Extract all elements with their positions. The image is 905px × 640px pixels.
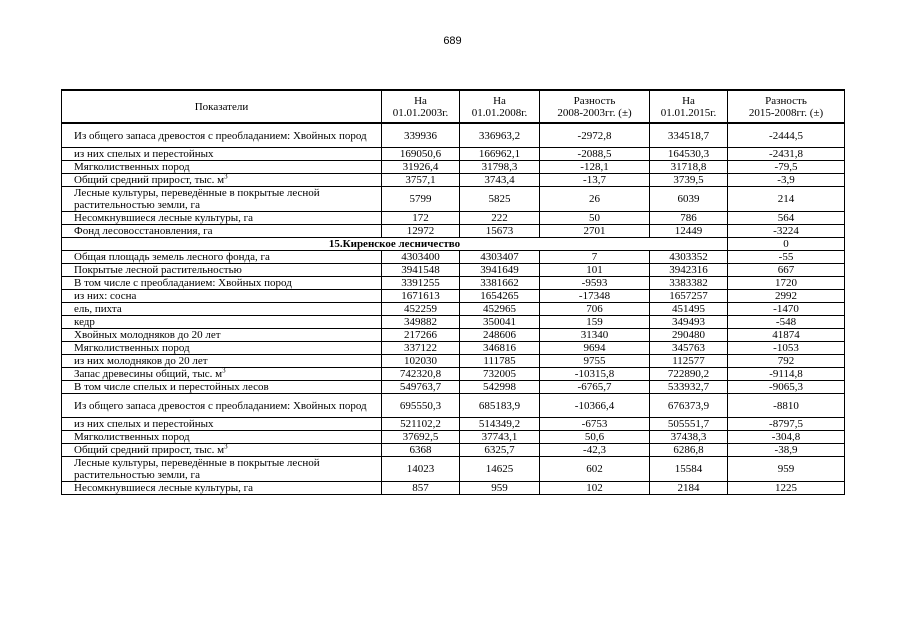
row-value: 102 xyxy=(540,482,650,495)
row-value: 339936 xyxy=(382,123,460,148)
row-value: 14625 xyxy=(460,457,540,482)
row-label: из них спелых и перестойных xyxy=(62,148,382,161)
row-value: 31926,4 xyxy=(382,161,460,174)
row-value: 37692,5 xyxy=(382,431,460,444)
row-value: 101 xyxy=(540,264,650,277)
row-value: 564 xyxy=(728,212,845,225)
row-value: 3743,4 xyxy=(460,174,540,187)
table-row xyxy=(62,444,845,457)
table-row xyxy=(62,394,845,418)
row-value: -79,5 xyxy=(728,161,845,174)
table-row xyxy=(62,342,845,355)
row-label: из них молодняков до 20 лет xyxy=(62,355,382,368)
table-row xyxy=(62,457,845,482)
table-row xyxy=(62,316,845,329)
row-value: -1470 xyxy=(728,303,845,316)
row-label: Фонд лесовосстановления, га xyxy=(62,225,382,238)
row-value: 1225 xyxy=(728,482,845,495)
row-value: -304,8 xyxy=(728,431,845,444)
row-label: Хвойных молодняков до 20 лет xyxy=(62,329,382,342)
row-value: 1671613 xyxy=(382,290,460,303)
row-value: 6368 xyxy=(382,444,460,457)
row-value: 1657257 xyxy=(650,290,728,303)
row-label: Общий средний прирост, тыс. $м^3$ xyxy=(62,174,382,187)
row-value: -548 xyxy=(728,316,845,329)
row-value: 706 xyxy=(540,303,650,316)
row-value: 6325,7 xyxy=(460,444,540,457)
row-value: 31340 xyxy=(540,329,650,342)
row-value: -2088,5 xyxy=(540,148,650,161)
row-value: 164530,3 xyxy=(650,148,728,161)
row-value: 166962,1 xyxy=(460,148,540,161)
row-value: 111785 xyxy=(460,355,540,368)
row-label: Лесные культуры, переведённые в покрытые лесной растительностью земли, га xyxy=(62,187,382,212)
table-row xyxy=(62,187,845,212)
row-value: 7 xyxy=(540,251,650,264)
header-diff-2008-2003: Разность 2008-2003гг. (±) xyxy=(540,90,650,123)
row-value: 792 xyxy=(728,355,845,368)
row-value: 3383382 xyxy=(650,277,728,290)
row-value: 542998 xyxy=(460,381,540,394)
row-value: 169050,6 xyxy=(382,148,460,161)
row-value: 290480 xyxy=(650,329,728,342)
row-value: 217266 xyxy=(382,329,460,342)
row-value: 5825 xyxy=(460,187,540,212)
row-value: 857 xyxy=(382,482,460,495)
row-value: -128,1 xyxy=(540,161,650,174)
row-value: -9593 xyxy=(540,277,650,290)
table-row xyxy=(62,418,845,431)
row-value: 26 xyxy=(540,187,650,212)
table-row xyxy=(62,161,845,174)
header-2008: На 01.01.2008г. xyxy=(460,90,540,123)
row-label: Из общего запаса древостоя с преобладанием: Хвойных пород xyxy=(62,394,382,418)
row-value: 159 xyxy=(540,316,650,329)
row-value: 521102,2 xyxy=(382,418,460,431)
table-row xyxy=(62,212,845,225)
row-value: 3941649 xyxy=(460,264,540,277)
row-value: 2701 xyxy=(540,225,650,238)
header-2015: На 01.01.2015г. xyxy=(650,90,728,123)
row-label: Лесные культуры, переведённые в покрытые лесной растительностью земли, га xyxy=(62,457,382,482)
row-value: 3757,1 xyxy=(382,174,460,187)
row-value: 41874 xyxy=(728,329,845,342)
row-value: 214 xyxy=(728,187,845,212)
row-value: -17348 xyxy=(540,290,650,303)
row-value: 50,6 xyxy=(540,431,650,444)
table-row xyxy=(62,290,845,303)
row-label: Из общего запаса древостоя с преобладанием: Хвойных пород xyxy=(62,123,382,148)
row-value: 452259 xyxy=(382,303,460,316)
row-label: из них: сосна xyxy=(62,290,382,303)
row-value: 346816 xyxy=(460,342,540,355)
table-row xyxy=(62,381,845,394)
row-label: В том числе с преобладанием: Хвойных пород xyxy=(62,277,382,290)
row-label: Несомкнувшиеся лесные культуры, га xyxy=(62,482,382,495)
row-value: 959 xyxy=(728,457,845,482)
table-row xyxy=(62,264,845,277)
row-value: 50 xyxy=(540,212,650,225)
row-value: 9694 xyxy=(540,342,650,355)
table-header-row xyxy=(62,90,845,123)
row-value: 349882 xyxy=(382,316,460,329)
row-value: 3391255 xyxy=(382,277,460,290)
row-value: 4303400 xyxy=(382,251,460,264)
row-value: 1720 xyxy=(728,277,845,290)
row-value: 102030 xyxy=(382,355,460,368)
row-value: 786 xyxy=(650,212,728,225)
row-value: 676373,9 xyxy=(650,394,728,418)
row-value: -42,3 xyxy=(540,444,650,457)
table-row xyxy=(62,148,845,161)
row-value: 31798,3 xyxy=(460,161,540,174)
section-row xyxy=(62,238,845,251)
row-label: Мягколиственных пород xyxy=(62,431,382,444)
header-diff-2015-2008: Разность 2015-2008гг. (±) xyxy=(728,90,845,123)
row-value: 172 xyxy=(382,212,460,225)
row-value: 685183,9 xyxy=(460,394,540,418)
row-value: 112577 xyxy=(650,355,728,368)
row-value: 514349,2 xyxy=(460,418,540,431)
row-value: -8810 xyxy=(728,394,845,418)
table-row xyxy=(62,303,845,316)
row-value: 2992 xyxy=(728,290,845,303)
row-value: 15584 xyxy=(650,457,728,482)
table-row xyxy=(62,368,845,381)
row-value: -9114,8 xyxy=(728,368,845,381)
row-value: 6039 xyxy=(650,187,728,212)
row-value: 9755 xyxy=(540,355,650,368)
row-value: -55 xyxy=(728,251,845,264)
row-value: 337122 xyxy=(382,342,460,355)
row-value: 12972 xyxy=(382,225,460,238)
row-value: 37438,3 xyxy=(650,431,728,444)
row-value: -2972,8 xyxy=(540,123,650,148)
header-indicator: Показатели xyxy=(62,90,382,123)
row-value: 452965 xyxy=(460,303,540,316)
row-label: Запас древесины общий, тыс. $м^3$ xyxy=(62,368,382,381)
row-value: -1053 xyxy=(728,342,845,355)
row-value: 959 xyxy=(460,482,540,495)
row-value: 349493 xyxy=(650,316,728,329)
row-value: 31718,8 xyxy=(650,161,728,174)
table-row xyxy=(62,123,845,148)
row-value: 732005 xyxy=(460,368,540,381)
row-value: 12449 xyxy=(650,225,728,238)
row-label: Общая площадь земель лесного фонда, га xyxy=(62,251,382,264)
row-label: из них спелых и перестойных xyxy=(62,418,382,431)
row-value: 533932,7 xyxy=(650,381,728,394)
row-value: 336963,2 xyxy=(460,123,540,148)
row-value: 722890,2 xyxy=(650,368,728,381)
row-value: 4303407 xyxy=(460,251,540,264)
row-value: 334518,7 xyxy=(650,123,728,148)
table-row xyxy=(62,277,845,290)
section-title: 15.Киренское лесничество xyxy=(62,238,728,251)
row-value: 350041 xyxy=(460,316,540,329)
table-row xyxy=(62,251,845,264)
row-value: -3,9 xyxy=(728,174,845,187)
row-value: 5799 xyxy=(382,187,460,212)
row-value: 3941548 xyxy=(382,264,460,277)
row-label: ель, пихта xyxy=(62,303,382,316)
table-row xyxy=(62,174,845,187)
row-label: кедр xyxy=(62,316,382,329)
row-value: -6753 xyxy=(540,418,650,431)
table-body xyxy=(62,123,845,495)
row-value: 3381662 xyxy=(460,277,540,290)
row-label: В том числе спелых и перестойных лесов xyxy=(62,381,382,394)
row-value: 602 xyxy=(540,457,650,482)
row-value: 1654265 xyxy=(460,290,540,303)
table-row xyxy=(62,225,845,238)
forest-fund-table xyxy=(61,89,845,495)
row-label: Мягколиственных пород xyxy=(62,161,382,174)
row-value: 3739,5 xyxy=(650,174,728,187)
row-value: 6286,8 xyxy=(650,444,728,457)
row-value: -6765,7 xyxy=(540,381,650,394)
row-value: -13,7 xyxy=(540,174,650,187)
row-label: Покрытые лесной растительностью xyxy=(62,264,382,277)
section-last-value: 0 xyxy=(728,238,845,251)
row-value: 345763 xyxy=(650,342,728,355)
row-value: 37743,1 xyxy=(460,431,540,444)
row-label: Мягколиственных пород xyxy=(62,342,382,355)
row-value: 222 xyxy=(460,212,540,225)
row-value: 742320,8 xyxy=(382,368,460,381)
row-value: -8797,5 xyxy=(728,418,845,431)
page-number: 689 xyxy=(443,35,462,47)
row-value: -2431,8 xyxy=(728,148,845,161)
row-value: 4303352 xyxy=(650,251,728,264)
row-value: 248606 xyxy=(460,329,540,342)
row-value: 15673 xyxy=(460,225,540,238)
table-row xyxy=(62,431,845,444)
row-value: 14023 xyxy=(382,457,460,482)
table-row xyxy=(62,329,845,342)
row-value: 667 xyxy=(728,264,845,277)
row-label: Несомкнувшиеся лесные культуры, га xyxy=(62,212,382,225)
row-value: -38,9 xyxy=(728,444,845,457)
row-value: 505551,7 xyxy=(650,418,728,431)
table-row xyxy=(62,482,845,495)
table-row xyxy=(62,355,845,368)
row-label: Общий средний прирост, тыс. $м^3$ xyxy=(62,444,382,457)
row-value: -10366,4 xyxy=(540,394,650,418)
row-value: -3224 xyxy=(728,225,845,238)
row-value: 549763,7 xyxy=(382,381,460,394)
row-value: 2184 xyxy=(650,482,728,495)
row-value: -10315,8 xyxy=(540,368,650,381)
header-2003: На 01.01.2003г. xyxy=(382,90,460,123)
row-value: -2444,5 xyxy=(728,123,845,148)
row-value: 695550,3 xyxy=(382,394,460,418)
row-value: -9065,3 xyxy=(728,381,845,394)
row-value: 3942316 xyxy=(650,264,728,277)
row-value: 451495 xyxy=(650,303,728,316)
